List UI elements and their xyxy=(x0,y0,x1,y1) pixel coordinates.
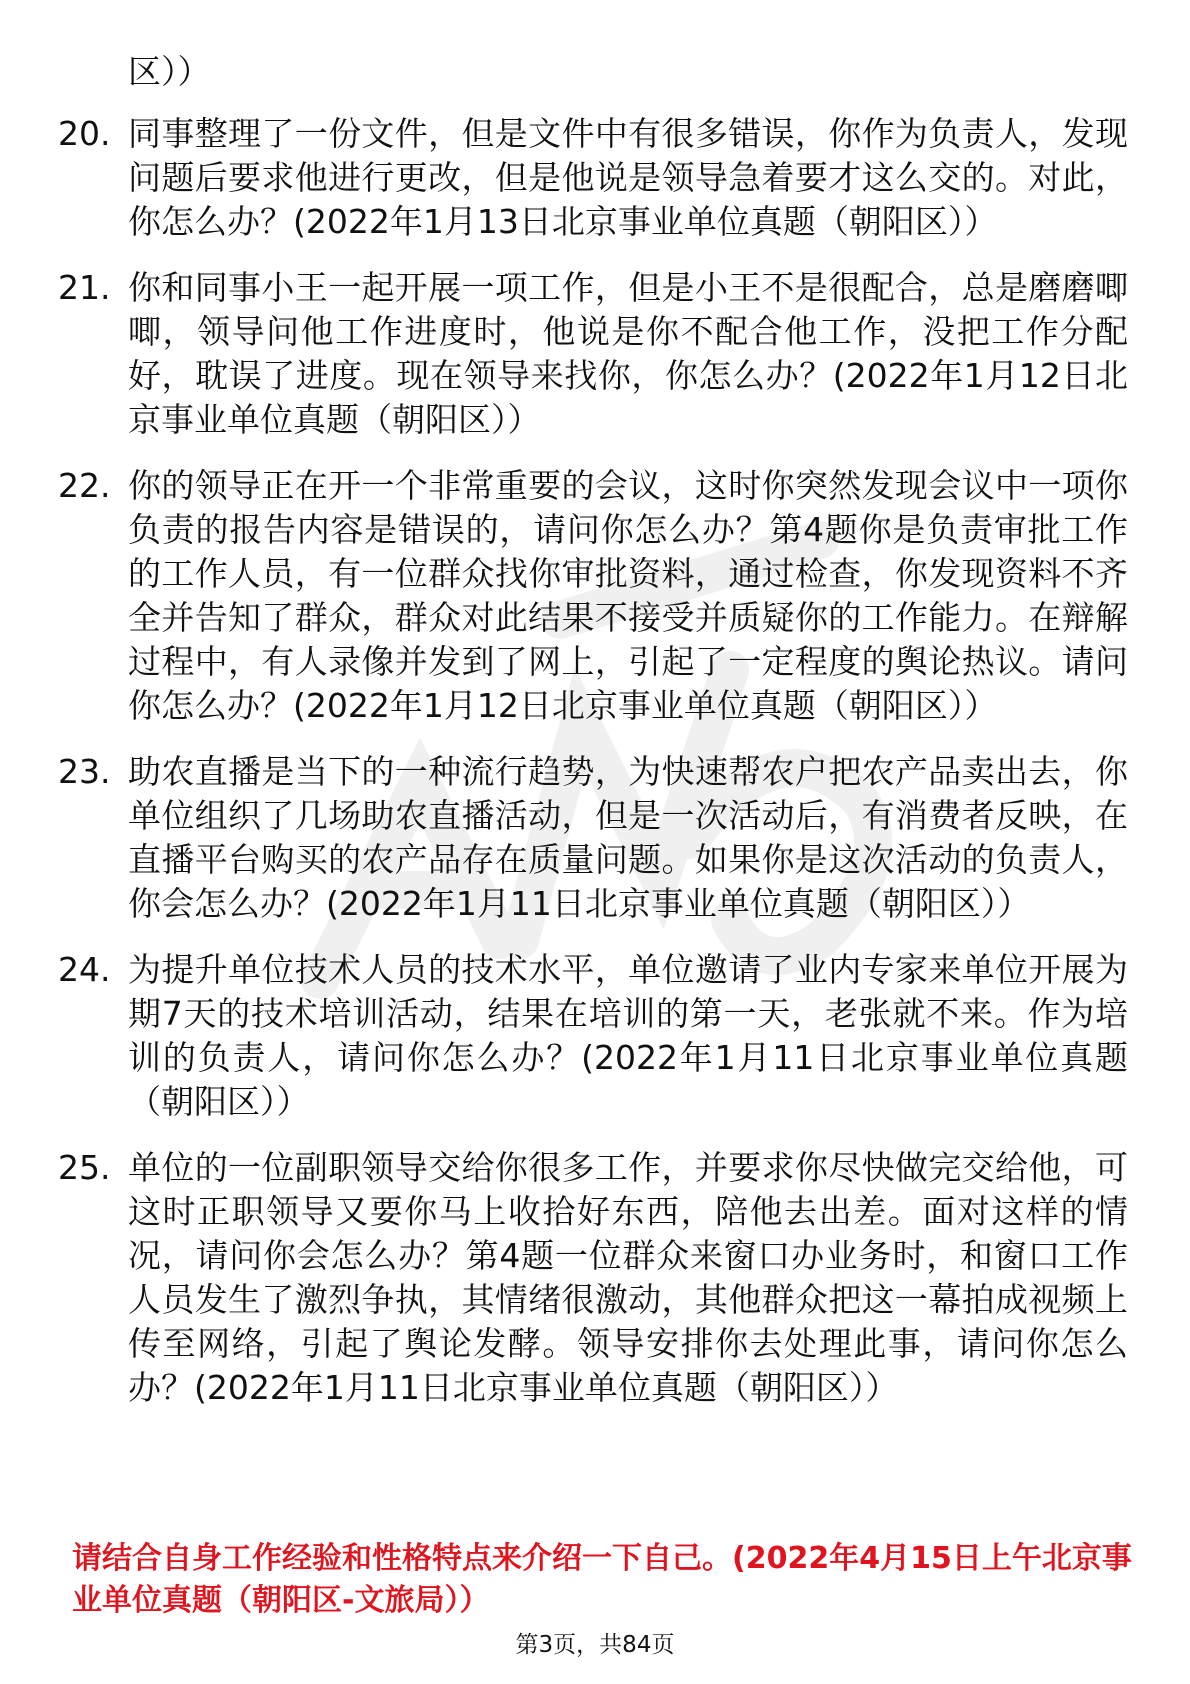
question-number: 20. xyxy=(58,114,111,153)
question-item xyxy=(0,948,1128,1124)
question-number: 25. xyxy=(58,1148,111,1187)
question-item xyxy=(0,266,1128,442)
question-text: 助农直播是当下的一种流行趋势，为快速帮农户把农产品卖出去，你单位组织了几场助农直播活动，但是一次活动后，有消费者反映，在直播平台购买的农产品存在质量问题。如果你是这次活动的负责人，你会怎么办？(2022年1月11日北京事业单位真题（朝阳区）） xyxy=(128,752,1128,923)
question-item xyxy=(0,464,1128,728)
question-number: 22. xyxy=(58,466,111,505)
question-text: 你的领导正在开一个非常重要的会议，这时你突然发现会议中一项你负责的报告内容是错误的，请问你怎么办？第4题你是负责审批工作的工作人员，有一位群众找你审批资料，通过检查，你发现资料不齐全并告知了群众，群众对此结果不接受并质疑你的工作能力。在辩解过程中，有人录像并发到了网上，引起了一定程度的舆论热议。请问你怎么办？(2022年1月12日北京事业单位真题（朝阳区）） xyxy=(128,466,1128,725)
question-text: 同事整理了一份文件，但是文件中有很多错误，你作为负责人，发现问题后要求他进行更改，但是他说是领导急着要才这么交的。对此，你怎么办？(2022年1月13日北京事业单位真题（朝阳区）） xyxy=(128,114,1128,241)
question-text: 单位的一位副职领导交给你很多工作，并要求你尽快做完交给他，可这时正职领导又要你马上收拾好东西，陪他去出差。面对这样的情况，请问你会怎么办？第4题一位群众来窗口办业务时，和窗口工作人员发生了激烈争执，其情绪很激动，其他群众把这一幕拍成视频上传至网络，引起了舆论发酵。领导安排你去处理此事，请问你怎么办？(2022年1月11日北京事业单位真题（朝阳区）） xyxy=(128,1148,1128,1407)
question-number: 24. xyxy=(58,950,111,989)
question-number: 23. xyxy=(58,752,111,791)
question-item xyxy=(0,112,1128,244)
question-text: 你和同事小王一起开展一项工作，但是小王不是很配合，总是磨磨唧唧，领导问他工作进度时，他说是你不配合他工作，没把工作分配好，耽误了进度。现在领导来找你，你怎么办？(2022年1月12日北京事业单位真题（朝阳区）） xyxy=(128,268,1128,439)
page-number: 第3页，共84页 xyxy=(515,1632,675,1658)
question-item xyxy=(0,1146,1128,1410)
question-list xyxy=(0,112,1190,1432)
question-number: 21. xyxy=(58,268,111,307)
continued-question-tail: 区）） xyxy=(128,52,211,91)
question-item xyxy=(0,750,1128,926)
question-text: 为提升单位技术人员的技术水平，单位邀请了业内专家来单位开展为期7天的技术培训活动，结果在培训的第一天，老张就不来。作为培训的负责人，请问你怎么办？(2022年1月11日北京事业单位真题（朝阳区）） xyxy=(128,950,1128,1121)
highlighted-question: 请结合自身工作经验和性格特点来介绍一下自己。(2022年4月15日上午北京事业单位真题（朝阳区-文旅局）） xyxy=(72,1541,1132,1618)
